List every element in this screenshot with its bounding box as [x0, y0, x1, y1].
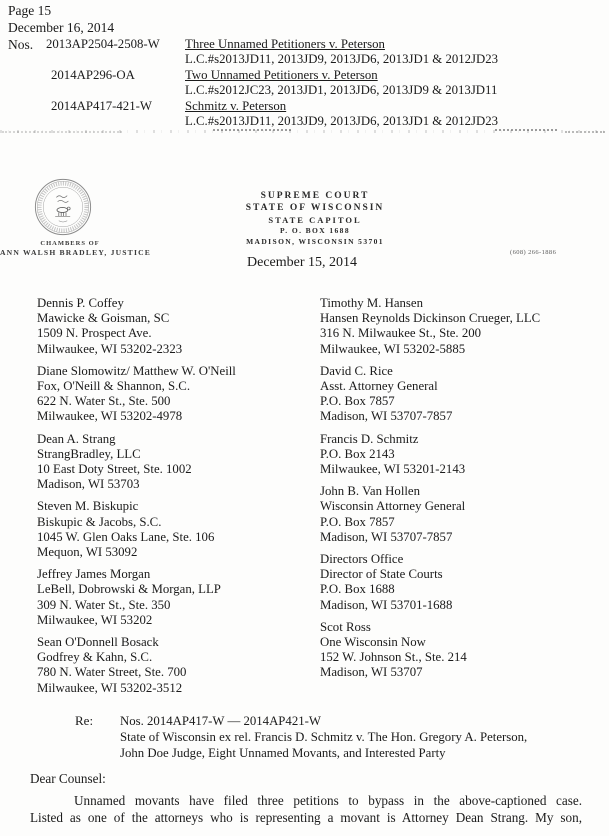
address-line: LeBell, Dobrowski & Morgan, LLP	[37, 582, 221, 597]
address-line: Francis D. Schmitz	[320, 431, 419, 446]
address-line: StrangBradley, LLC	[37, 446, 141, 461]
chambers-of-label: CHAMBERS OF	[40, 240, 100, 247]
case-lower-court-numbers: L.C.#s2013JD11, 2013JD9, 2013JD6, 2013JD1 & 2012JD23	[185, 52, 499, 67]
recipient-address-block	[320, 484, 605, 545]
re-content	[120, 713, 592, 762]
court-letterhead	[225, 190, 405, 247]
address-line: Madison, WI 53707	[320, 665, 423, 680]
address-line: Madison, WI 53701-1688	[320, 597, 453, 612]
court-building: STATE CAPITOL	[268, 215, 362, 225]
address-line: Madison, WI 53707-7857	[320, 529, 453, 544]
address-line: 316 N. Milwaukee St., Ste. 200	[320, 326, 482, 341]
case-caption: Schmitz v. Peterson	[185, 98, 287, 113]
page-header	[8, 2, 114, 36]
header-date: December 16, 2014	[8, 20, 115, 35]
recipient-address-block	[37, 499, 312, 560]
address-line: 1509 N. Prospect Ave.	[37, 326, 152, 341]
address-line: Sean O'Donnell Bosack	[37, 635, 159, 650]
address-line: Biskupic & Jacobs, S.C.	[37, 514, 162, 529]
address-line: Jeffrey James Morgan	[37, 567, 151, 582]
address-line: 780 N. Water Street, Ste. 700	[37, 665, 187, 680]
phone-number: (608) 266-1886	[510, 249, 557, 256]
address-line: Dean A. Strang	[37, 431, 116, 446]
recipient-address-block	[320, 620, 605, 681]
address-line: Mawicke & Goisman, SC	[37, 311, 170, 326]
recipient-column-right	[320, 296, 605, 688]
address-line: P.O. Box 7857	[320, 394, 395, 409]
recipient-address-block	[37, 364, 312, 425]
court-name: SUPREME COURT	[260, 191, 370, 201]
case-row	[46, 37, 498, 68]
case-lower-court-numbers: L.C.#s2013JD11, 2013JD9, 2013JD6, 2013JD1 & 2012JD23	[185, 114, 499, 129]
address-line: Milwaukee, WI 53201-2143	[320, 462, 466, 477]
court-po-box: P. O. BOX 1688	[280, 226, 350, 235]
address-line: 10 East Doty Street, Ste. 1002	[37, 462, 192, 477]
case-detail	[185, 99, 498, 130]
case-detail	[185, 68, 497, 99]
court-city: MADISON, WISCONSIN 53701	[246, 236, 384, 246]
address-line: Milwaukee, WI 53202-4978	[37, 409, 183, 424]
wisconsin-supreme-court-seal-icon	[33, 177, 93, 242]
text-line: State of Wisconsin ex rel. Francis D. Schmitz v. The Hon. Gregory A. Peterson,	[120, 730, 528, 745]
body-line: Listed as one of the attorneys who is representing a movant is Attorney Dean Strang. My son,	[30, 809, 582, 825]
address-line: P.O. Box 2143	[320, 446, 395, 461]
recipient-address-block	[37, 432, 312, 493]
address-line: P.O. Box 7857	[320, 514, 395, 529]
case-row	[46, 99, 498, 130]
address-line: Godfrey & Kahn, S.C.	[37, 650, 153, 665]
case-detail	[185, 37, 498, 68]
text-line: Nos. 2014AP417-W — 2014AP421-W	[120, 714, 321, 728]
case-caption: Two Unnamed Petitioners v. Peterson	[185, 67, 378, 82]
page-number-label: Page 15	[8, 3, 52, 18]
case-number: 2013AP2504-2508-W	[46, 37, 160, 51]
address-line: John B. Van Hollen	[320, 484, 421, 499]
letter-date: December 15, 2014	[247, 255, 358, 270]
scan-artifact-dash	[565, 131, 605, 133]
recipient-address-block	[320, 296, 605, 357]
address-line: One Wisconsin Now	[320, 635, 426, 650]
address-line: Hansen Reynolds Dickinson Crueger, LLC	[320, 311, 541, 326]
body-line: Unnamed movants have filed three petitions to bypass in the above-captioned case.	[74, 793, 582, 808]
address-line: Fox, O'Neill & Shannon, S.C.	[37, 379, 191, 394]
recipient-address-block	[37, 296, 312, 357]
chambers-block	[0, 239, 152, 258]
case-list	[46, 37, 498, 129]
address-line: Timothy M. Hansen	[320, 296, 423, 310]
address-line: Diane Slomowitz/ Matthew W. O'Neill	[37, 363, 236, 378]
text-line: John Doe Judge, Eight Unnamed Movants, and Interested Party	[120, 746, 446, 761]
address-line: Milwaukee, WI 53202-5885	[320, 341, 466, 356]
case-caption: Three Unnamed Petitioners v. Peterson	[185, 37, 385, 51]
recipient-address-block	[320, 432, 605, 478]
scan-artifact-dash	[213, 129, 291, 131]
scan-artifact-dash	[2, 131, 122, 133]
address-line: Wisconsin Attorney General	[320, 499, 466, 514]
address-line: Scot Ross	[320, 619, 371, 634]
address-line: Madison, WI 53703	[37, 477, 140, 492]
recipient-address-block	[37, 635, 312, 696]
case-row	[46, 68, 498, 99]
address-line: Milwaukee, WI 53202-2323	[37, 341, 183, 356]
address-line: Dennis P. Coffey	[37, 296, 124, 310]
address-line: Steven M. Biskupic	[37, 499, 139, 514]
re-label: Re:	[75, 713, 94, 728]
address-line: Directors Office	[320, 552, 404, 567]
address-line: Madison, WI 53707-7857	[320, 409, 453, 424]
address-line: P.O. Box 1688	[320, 582, 395, 597]
address-line: David C. Rice	[320, 363, 393, 378]
case-number: 2014AP296-OA	[51, 67, 135, 82]
address-line: 1045 W. Glen Oaks Lane, Ste. 106	[37, 529, 215, 544]
address-line: Director of State Courts	[320, 567, 443, 582]
address-line: 622 N. Water St., Ste. 500	[37, 394, 171, 409]
address-line: 309 N. Water St., Ste. 350	[37, 597, 171, 612]
scan-artifact-dash	[495, 129, 557, 131]
address-line: Milwaukee, WI 53202-3512	[37, 680, 183, 695]
address-line: 152 W. Johnson St., Ste. 214	[320, 650, 467, 665]
recipient-address-block	[320, 552, 605, 613]
body-paragraph	[30, 793, 582, 827]
nos-label: Nos.	[8, 37, 34, 52]
case-number: 2014AP417-421-W	[51, 98, 152, 113]
case-lower-court-numbers: L.C.#s2012JC23, 2013JD1, 2013JD6, 2013JD9 & 2013JD11	[185, 83, 498, 98]
court-state: STATE OF WISCONSIN	[245, 203, 385, 213]
address-line: Milwaukee, WI 53202	[37, 612, 153, 627]
address-line: Asst. Attorney General	[320, 379, 438, 394]
recipient-address-block	[320, 364, 605, 425]
salutation: Dear Counsel:	[30, 771, 106, 786]
justice-name: ANN WALSH BRADLEY, JUSTICE	[0, 248, 152, 257]
recipient-column-left	[37, 296, 312, 703]
address-line: Mequon, WI 53092	[37, 545, 138, 560]
recipient-address-block	[37, 567, 312, 628]
